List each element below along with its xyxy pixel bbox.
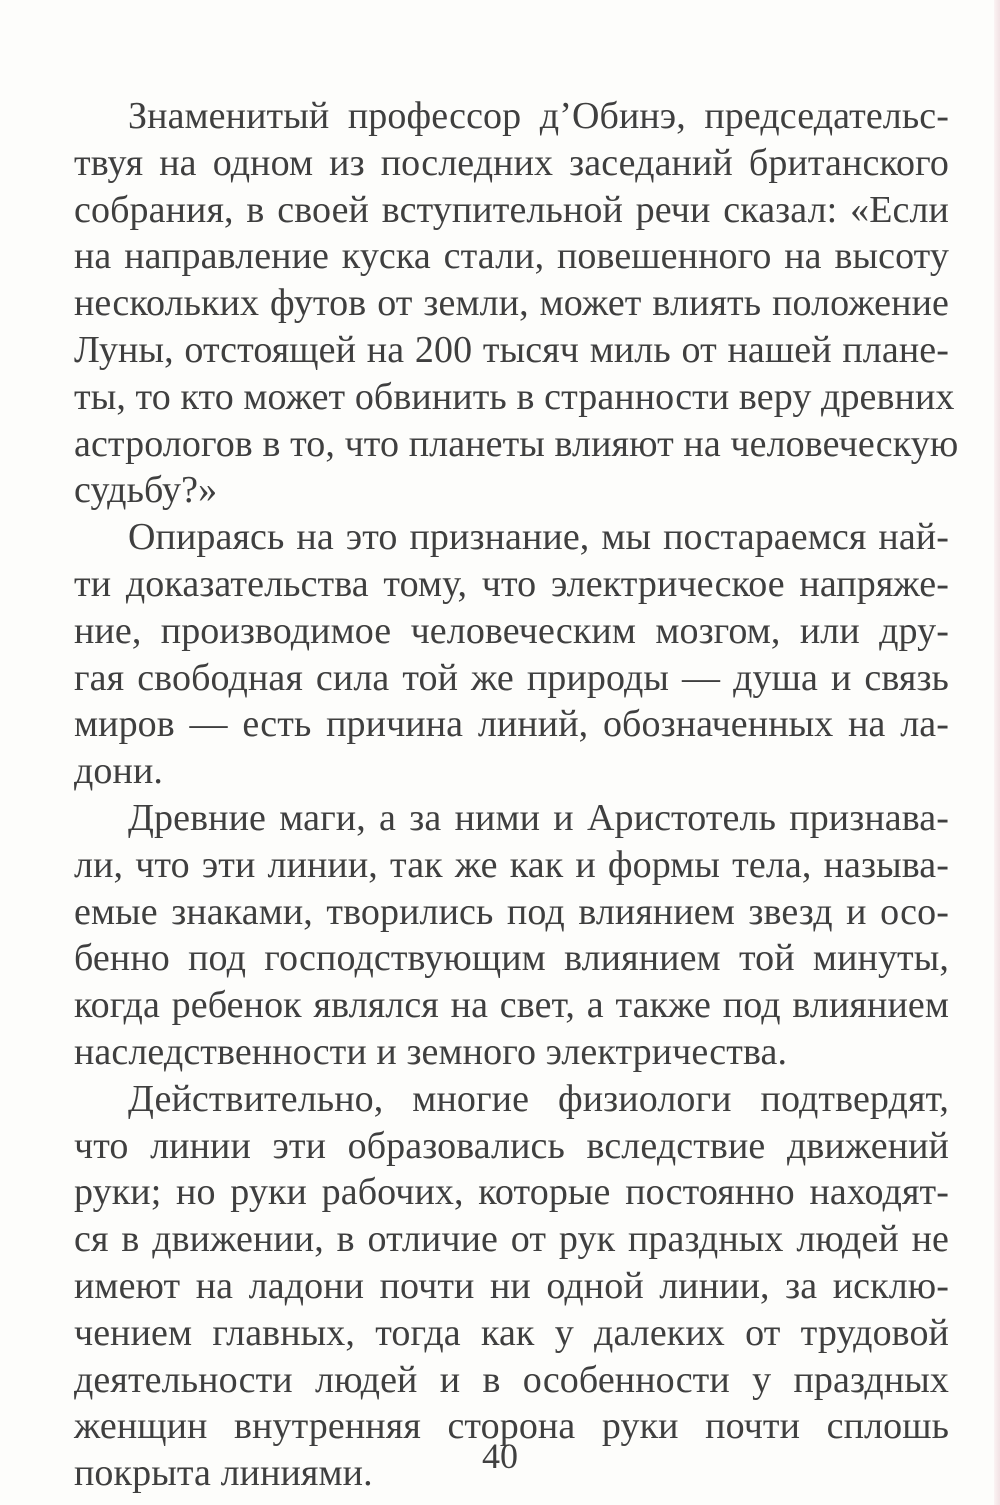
text-line: на направление куска стали, повешенного на высоту — [74, 235, 949, 278]
text-line: женщин внутренняя сторона руки почти сплошь — [74, 1405, 949, 1448]
paragraph — [74, 514, 949, 795]
text-line: дони. — [74, 750, 164, 793]
text-line: ние, производимое человеческим мозгом, или дру- — [74, 609, 949, 652]
text-line: Древние маги, а за ними и Аристотель признава- — [128, 796, 949, 839]
text-line: астрологов в то, что планеты влияют на человеческую — [74, 422, 959, 465]
text-line: Луны, отстоящей на 200 тысяч миль от нашей плане- — [74, 328, 949, 371]
text-line: ся в движении, в отличие от рук праздных людей не — [74, 1218, 949, 1261]
text-line: наследственности и земного электричества. — [74, 1030, 788, 1073]
text-line: руки; но руки рабочих, которые постоянно находят- — [74, 1171, 949, 1214]
text-line: миров — есть причина линий, обозначенных на ла- — [74, 703, 949, 746]
text-line: емые знаками, творились под влиянием звезд и осо- — [74, 890, 949, 933]
text-line: ти доказательства тому, что электрическое напряже- — [74, 562, 949, 605]
text-line: собрания, в своей вступительной речи сказал: «Если — [74, 188, 949, 231]
text-line: деятельности людей и в особенности у праздных — [74, 1358, 949, 1401]
text-line: гая свободная сила той же природы — душа и связь — [74, 656, 949, 699]
text-line: Опираясь на это признание, мы постараемся най- — [128, 516, 949, 559]
text-line: покрыта линиями. — [74, 1452, 373, 1495]
text-line: Действительно, многие физиологи подтвердят, — [128, 1077, 949, 1120]
paragraph — [74, 795, 949, 1076]
paragraph — [74, 93, 959, 514]
text-line: когда ребенок являлся на свет, а также под влиянием — [74, 984, 949, 1027]
page-number: 40 — [482, 1436, 518, 1476]
text-line: Знаменитый профессор д’Обинэ, председательс- — [128, 95, 949, 137]
page-text — [74, 93, 959, 1497]
text-line: нескольких футов от земли, может влиять положение — [74, 282, 949, 325]
text-line: судьбу?» — [74, 469, 218, 512]
text-line: ли, что эти линии, так же как и формы тела, называ- — [74, 843, 949, 886]
text-line: что линии эти образовались вследствие движений — [74, 1124, 949, 1167]
text-line: имеют на ладони почти ни одной линии, за исклю- — [74, 1264, 949, 1307]
text-line: ты, то кто может обвинить в странности веру древних — [74, 375, 955, 418]
text-line: чением главных, тогда как у далеких от трудовой — [74, 1311, 949, 1354]
paragraph — [74, 1076, 949, 1497]
page-edge — [994, 0, 1000, 1505]
text-line: твуя на одном из последних заседаний британского — [74, 141, 949, 184]
text-line: бенно под господствующим влиянием той минуты, — [74, 937, 949, 980]
